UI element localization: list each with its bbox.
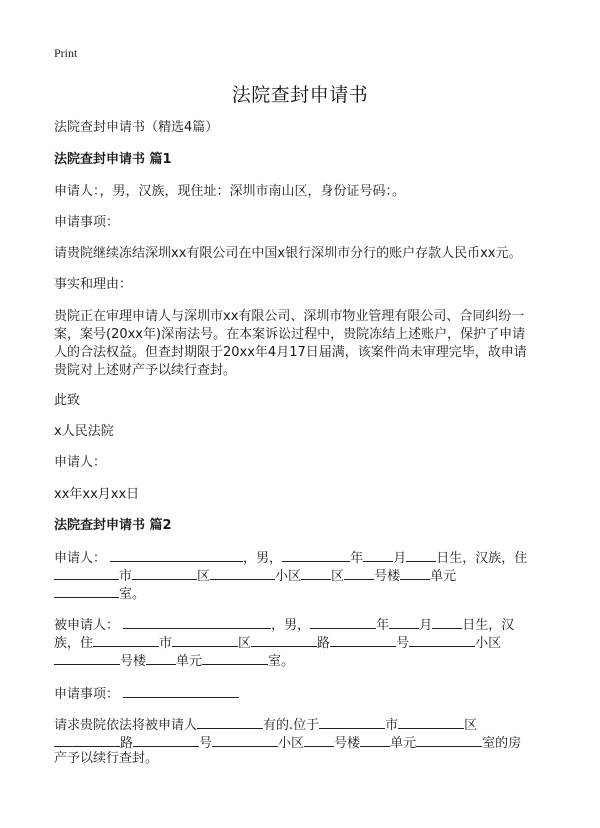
section2-respondent bbox=[54, 614, 554, 668]
applicant-unit-blank[interactable] bbox=[400, 565, 430, 580]
text: 区 bbox=[238, 636, 252, 651]
respondent-community-blank[interactable] bbox=[409, 632, 475, 647]
text: 区 bbox=[464, 718, 478, 733]
respondent-name-blank[interactable] bbox=[123, 614, 271, 629]
text: 有的.位于 bbox=[263, 718, 320, 733]
section1-court: x人民法院 bbox=[54, 424, 114, 439]
text: 号楼 bbox=[120, 654, 147, 669]
text: 区 bbox=[197, 569, 211, 584]
text: 日生，汉 bbox=[462, 618, 515, 633]
applicant-district-blank[interactable] bbox=[132, 565, 197, 580]
request-line-3 bbox=[54, 750, 554, 768]
respondent-line-3 bbox=[54, 650, 554, 668]
request-line-2 bbox=[54, 732, 554, 750]
request-building-blank[interactable] bbox=[304, 732, 334, 747]
document-subtitle: 法院查封申请书（精选4篇） bbox=[54, 120, 219, 135]
section2-heading: 法院查封申请书 篇2 bbox=[54, 518, 172, 533]
applicant-area-blank[interactable] bbox=[301, 565, 331, 580]
respondent-unit-blank[interactable] bbox=[146, 650, 176, 665]
text: 年 bbox=[350, 551, 364, 566]
respondent-district-blank[interactable] bbox=[172, 632, 238, 647]
text: 日生，汉族，住 bbox=[436, 551, 528, 566]
text: 号 bbox=[396, 636, 410, 651]
section1-reasons-label: 事实和理由： bbox=[54, 277, 133, 292]
text: 小区 bbox=[275, 569, 302, 584]
text: 产予以续行查封。 bbox=[54, 751, 159, 766]
text: 单元 bbox=[176, 654, 203, 669]
print-link[interactable]: Print bbox=[54, 46, 78, 60]
text: 区 bbox=[331, 569, 345, 584]
request-no-blank[interactable] bbox=[133, 732, 199, 747]
text: 号楼 bbox=[334, 736, 361, 751]
text: 路 bbox=[317, 636, 331, 651]
section1-heading: 法院查封申请书 篇1 bbox=[54, 152, 172, 167]
applicant-room-blank[interactable] bbox=[54, 583, 119, 598]
applicant-year-blank[interactable] bbox=[282, 547, 350, 562]
section1-reasons-text bbox=[54, 308, 554, 380]
applicant-line-2 bbox=[54, 565, 554, 583]
text: 路 bbox=[120, 736, 134, 751]
respondent-label: 被申请人： bbox=[54, 618, 120, 633]
text: 市 bbox=[385, 718, 399, 733]
reasons-line: 贵院正在审理申请人与深圳市xx有限公司、深圳市物业管理有限公司、合同纠纷一 bbox=[54, 309, 525, 324]
applicant-name-blank[interactable] bbox=[110, 547, 243, 562]
text: 室。 bbox=[268, 654, 295, 669]
applicant-day-blank[interactable] bbox=[406, 547, 436, 562]
reasons-line: 案，案号(20xx年)深南法号。在本案诉讼过程中，贵院冻结上述账户，保护了申请 bbox=[54, 327, 526, 342]
section1-matters-text: 请贵院继续冻结深圳xx有限公司在中国x银行深圳市分行的账户存款人民币xx元。 bbox=[54, 246, 522, 261]
text: 室的房 bbox=[482, 736, 522, 751]
reasons-line: 人的合法权益。但查封期限于20xx年4月17日届满，该案件尚未审理完毕，故申请 bbox=[54, 345, 527, 360]
section1-date: xx年xx月xx日 bbox=[54, 487, 140, 502]
text: 号 bbox=[199, 736, 213, 751]
respondent-city-blank[interactable] bbox=[93, 632, 159, 647]
applicant-line-3 bbox=[54, 583, 554, 601]
section2-applicant bbox=[54, 547, 554, 601]
document-title: 法院查封申请书 bbox=[231, 84, 369, 106]
applicant-month-blank[interactable] bbox=[363, 547, 393, 562]
respondent-building-blank[interactable] bbox=[54, 650, 120, 665]
request-road-blank[interactable] bbox=[54, 732, 120, 747]
section1-matters-label: 申请事项： bbox=[54, 215, 120, 230]
text: 年 bbox=[376, 618, 390, 633]
applicant-city-blank[interactable] bbox=[54, 565, 119, 580]
section1-signature: 申请人： bbox=[54, 455, 107, 470]
request-community-blank[interactable] bbox=[212, 732, 278, 747]
applicant-label: 申请人： bbox=[54, 551, 107, 566]
respondent-year-blank[interactable] bbox=[310, 614, 376, 629]
respondent-road-blank[interactable] bbox=[251, 632, 317, 647]
section1-applicant: 申请人：，男，汉族，现住址：深圳市南山区，身份证号码：。 bbox=[54, 184, 406, 199]
text: 请求贵院依法将被申请人 bbox=[54, 718, 198, 733]
request-line-1 bbox=[54, 714, 554, 732]
request-owner-blank[interactable] bbox=[197, 714, 263, 729]
text: ，男， bbox=[271, 618, 311, 633]
text: 号楼 bbox=[374, 569, 401, 584]
section2-request bbox=[54, 714, 554, 768]
reasons-line: 贵院对上述财产予以续行查封。 bbox=[54, 363, 237, 378]
text: 单元 bbox=[390, 736, 417, 751]
text: 小区 bbox=[475, 636, 502, 651]
matters-blank[interactable] bbox=[123, 683, 239, 698]
applicant-community-blank[interactable] bbox=[210, 565, 275, 580]
respondent-room-blank[interactable] bbox=[202, 650, 268, 665]
applicant-line-1 bbox=[54, 547, 554, 565]
section2-matters bbox=[54, 683, 554, 704]
respondent-no-blank[interactable] bbox=[330, 632, 396, 647]
request-city-blank[interactable] bbox=[319, 714, 385, 729]
request-room-blank[interactable] bbox=[416, 732, 482, 747]
text: 月 bbox=[419, 618, 433, 633]
request-district-blank[interactable] bbox=[398, 714, 464, 729]
text: 族，住 bbox=[54, 636, 94, 651]
section1-closing: 此致 bbox=[54, 393, 81, 408]
respondent-day-blank[interactable] bbox=[432, 614, 462, 629]
respondent-month-blank[interactable] bbox=[389, 614, 419, 629]
text: 室。 bbox=[119, 587, 146, 602]
respondent-line-1 bbox=[54, 614, 554, 632]
request-unit-blank[interactable] bbox=[360, 732, 390, 747]
respondent-line-2 bbox=[54, 632, 554, 650]
text: 市 bbox=[119, 569, 133, 584]
text: ，男， bbox=[243, 551, 283, 566]
text: 市 bbox=[159, 636, 173, 651]
text: 单元 bbox=[430, 569, 457, 584]
text: 小区 bbox=[278, 736, 305, 751]
section2-matters-label: 申请事项： bbox=[54, 687, 120, 702]
applicant-building-blank[interactable] bbox=[344, 565, 374, 580]
text: 月 bbox=[393, 551, 407, 566]
